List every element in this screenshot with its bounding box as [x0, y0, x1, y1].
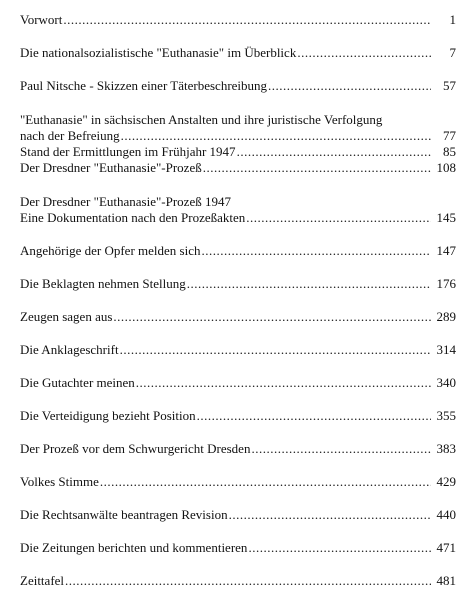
- toc-title: nach der Befreiung: [20, 128, 120, 143]
- toc-line: [20, 243, 456, 259]
- toc-entry-verteidigung: [20, 408, 456, 424]
- toc-entry-beklagten: [20, 276, 456, 292]
- toc-line: [20, 507, 456, 523]
- toc-line: [20, 144, 456, 160]
- toc-title: Die Gutachter meinen: [20, 375, 135, 390]
- toc-entry-group-dokumentation: [20, 194, 456, 226]
- toc-title: Paul Nitsche - Skizzen einer Täterbeschreibung: [20, 78, 268, 93]
- toc-title: Angehörige der Opfer melden sich: [20, 243, 201, 258]
- toc-line: [20, 128, 456, 144]
- dot-leader: [187, 276, 431, 292]
- dot-leader: [248, 540, 431, 556]
- toc-page-number: 429: [436, 474, 456, 489]
- toc-page-number: 57: [443, 78, 456, 93]
- toc-line: [20, 12, 456, 28]
- toc-line: [20, 342, 456, 358]
- dot-leader: [246, 210, 431, 226]
- toc-line: [20, 573, 456, 589]
- toc-entry-angehoerige: [20, 243, 456, 259]
- toc-page-number: 289: [436, 309, 456, 324]
- toc-page-number: 108: [436, 160, 456, 175]
- toc-entry-vorwort: [20, 12, 456, 28]
- toc-page-number: 471: [436, 540, 456, 555]
- toc-entry-group-saechsische-anstalten: [20, 112, 456, 176]
- toc-title: Der Prozeß vor dem Schwurgericht Dresden: [20, 441, 251, 456]
- toc-title: Volkes Stimme: [20, 474, 99, 489]
- toc-entry-ueberblick: [20, 45, 456, 61]
- toc-title: Der Dresdner "Euthanasie"-Prozeß 1947: [20, 194, 231, 209]
- toc-page-number: 340: [436, 375, 456, 390]
- dot-leader: [197, 408, 431, 424]
- toc-entry-schwurgericht: [20, 441, 456, 457]
- toc-title: Die Zeitungen berichten und kommentieren: [20, 540, 248, 555]
- dot-leader: [120, 342, 431, 358]
- toc-line: [20, 540, 456, 556]
- toc-page-number: 383: [436, 441, 456, 456]
- toc-page-number: 147: [436, 243, 456, 258]
- toc-entry-gutachter: [20, 375, 456, 391]
- toc-line: [20, 441, 456, 457]
- dot-leader: [100, 474, 431, 490]
- toc-entry-zeittafel: [20, 573, 456, 589]
- dot-leader: [237, 144, 431, 160]
- toc-line: [20, 309, 456, 325]
- toc-entry-nitsche: [20, 78, 456, 94]
- toc-title: "Euthanasie" in sächsischen Anstalten und ihre juristische Verfolgung: [20, 112, 383, 127]
- toc-title: Die Anklageschrift: [20, 342, 119, 357]
- toc-page-number: 1: [449, 12, 456, 27]
- toc-page-number: 145: [436, 210, 456, 225]
- dot-leader: [202, 243, 432, 259]
- toc-entry-anklageschrift: [20, 342, 456, 358]
- toc-title: Die Beklagten nehmen Stellung: [20, 276, 186, 291]
- toc-title: Eine Dokumentation nach den Prozeßakten: [20, 210, 246, 225]
- toc-page-number: 355: [436, 408, 456, 423]
- dot-leader: [268, 78, 431, 94]
- toc-title: Vorwort: [20, 12, 63, 27]
- toc-line: [20, 194, 456, 210]
- toc-entry-zeugen: [20, 309, 456, 325]
- dot-leader: [136, 375, 431, 391]
- table-of-contents: [20, 12, 456, 589]
- toc-entry-revision: [20, 507, 456, 523]
- toc-line: [20, 474, 456, 490]
- dot-leader: [65, 573, 431, 589]
- dot-leader: [229, 507, 431, 523]
- toc-page-number: 440: [436, 507, 456, 522]
- dot-leader: [121, 128, 431, 144]
- toc-line: [20, 160, 456, 176]
- toc-page-number: 176: [436, 276, 456, 291]
- toc-line: [20, 112, 456, 128]
- dot-leader: [113, 309, 431, 325]
- toc-title: Die Verteidigung bezieht Position: [20, 408, 196, 423]
- toc-page-number: 481: [436, 573, 456, 588]
- toc-title: Zeugen sagen aus: [20, 309, 113, 324]
- toc-title: Die Rechtsanwälte beantragen Revision: [20, 507, 228, 522]
- toc-line: [20, 276, 456, 292]
- toc-title: Die nationalsozialistische "Euthanasie" im Überblick: [20, 45, 297, 60]
- toc-title: Der Dresdner "Euthanasie"-Prozeß: [20, 160, 202, 175]
- toc-entry-volkes-stimme: [20, 474, 456, 490]
- toc-line: [20, 78, 456, 94]
- dot-leader: [63, 12, 431, 28]
- toc-line: [20, 45, 456, 61]
- dot-leader: [297, 45, 431, 61]
- toc-line: [20, 408, 456, 424]
- toc-page-number: 77: [443, 128, 456, 143]
- toc-page-number: 314: [436, 342, 456, 357]
- toc-title: Zeittafel: [20, 573, 65, 588]
- toc-title: Stand der Ermittlungen im Frühjahr 1947: [20, 144, 236, 159]
- toc-entry-zeitungen: [20, 540, 456, 556]
- toc-page-number: 7: [449, 45, 456, 60]
- toc-page-number: 85: [443, 144, 456, 159]
- toc-line: [20, 375, 456, 391]
- dot-leader: [203, 160, 431, 176]
- dot-leader: [251, 441, 431, 457]
- toc-line: [20, 210, 456, 226]
